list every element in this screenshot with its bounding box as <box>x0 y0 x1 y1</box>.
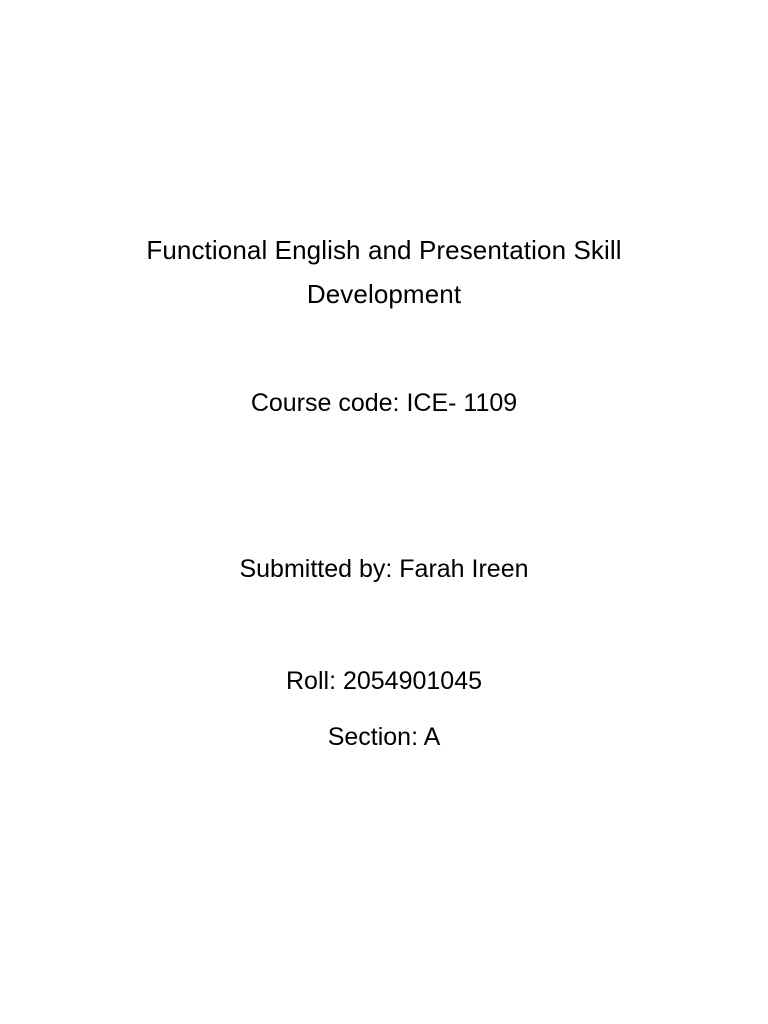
roll-line: Roll: 2054901045 <box>286 667 482 695</box>
cover-page-content <box>0 228 768 754</box>
document-title: Functional English and Presentation Skill Development <box>146 235 622 309</box>
submitted-by-spacer <box>0 586 768 664</box>
submitted-by-line: Submitted by: Farah Ireen <box>239 555 529 583</box>
roll-spacer <box>0 698 768 720</box>
course-code-spacer <box>0 420 768 552</box>
section-line: Section: A <box>327 723 441 751</box>
title-spacer <box>0 316 768 386</box>
course-code-line: Course code: ICE- 1109 <box>250 389 518 417</box>
